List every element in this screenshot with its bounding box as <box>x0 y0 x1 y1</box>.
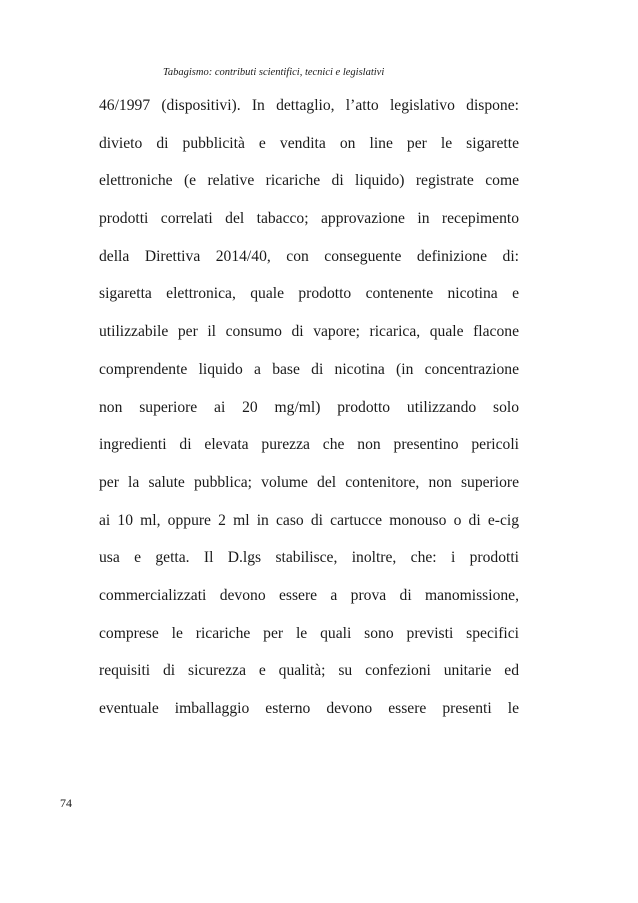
text-line: eventuale imballaggio esterno devono essere presenti le <box>99 700 519 717</box>
text-line: non superiore ai 20 mg/ml) prodotto utilizzando solo <box>99 398 519 416</box>
text-line: elettroniche (e relative ricariche di liquido) registrate come <box>99 172 519 190</box>
text-line: 46/1997 (dispositivi). In dettaglio, l’atto legislativo dispone: <box>99 97 519 114</box>
text-line: comprese le ricariche per le quali sono previsti specifici <box>99 624 519 642</box>
running-header: Tabagismo: contributi scientifici, tecnici e legislativi <box>163 67 385 78</box>
text-line: ai 10 ml, oppure 2 ml in caso di cartucce monouso o di e-cig <box>99 511 519 529</box>
text-line: per la salute pubblica; volume del contenitore, non superiore <box>99 473 519 491</box>
body-text <box>99 94 519 735</box>
text-line: ingredienti di elevata purezza che non presentino pericoli <box>99 436 519 454</box>
text-line: usa e getta. Il D.lgs stabilisce, inoltre, che: i prodotti <box>99 549 519 567</box>
text-line: utilizzabile per il consumo di vapore; ricarica, quale flacone <box>99 323 519 341</box>
text-line: sigaretta elettronica, quale prodotto contenente nicotina e <box>99 285 519 303</box>
text-line: della Direttiva 2014/40, con conseguente definizione di: <box>99 247 519 265</box>
text-line: commercializzati devono essere a prova di manomissione, <box>99 586 519 604</box>
text-line: divieto di pubblicità e vendita on line per le sigarette <box>99 134 519 152</box>
text-line: comprendente liquido a base di nicotina (in concentrazione <box>99 360 519 378</box>
text-line: prodotti correlati del tabacco; approvazione in recepimento <box>99 210 519 228</box>
text-line: requisiti di sicurezza e qualità; su confezioni unitarie ed <box>99 662 519 680</box>
page-number: 74 <box>60 796 72 810</box>
